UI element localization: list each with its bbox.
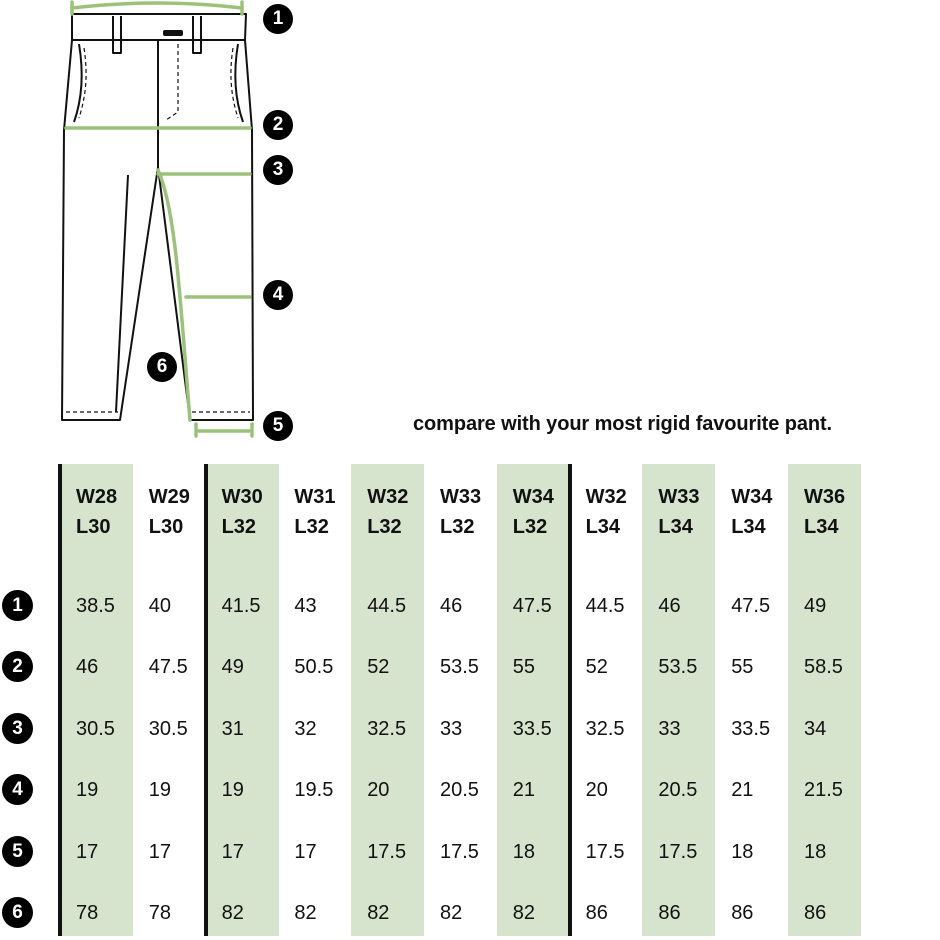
column-header	[440, 482, 481, 542]
fly-stitch	[166, 44, 178, 120]
table-cell: 33	[658, 718, 681, 740]
table-cell: 20	[367, 779, 390, 801]
row-marker-badge: 3	[2, 713, 33, 744]
table-cell: 20.5	[440, 779, 479, 801]
row-marker-badge: 4	[2, 774, 33, 805]
column-header-length: L34	[731, 516, 766, 538]
table-cell: 86	[804, 902, 827, 924]
table-cell: 41.5	[221, 595, 261, 617]
table-cell: 30.5	[76, 718, 115, 740]
table-cell: 82	[294, 902, 317, 924]
column-header-length: L34	[804, 516, 839, 538]
column-header-waist: W34	[731, 486, 773, 508]
column-header	[294, 482, 335, 542]
table-cell: 31	[221, 718, 244, 740]
table-cell: 52	[585, 656, 608, 678]
table-cell: 55	[512, 656, 536, 678]
table-cell: 46	[76, 656, 99, 678]
table-cell: 49	[804, 595, 827, 617]
table-cell: 21	[512, 779, 536, 801]
column-header	[76, 482, 117, 542]
belt-loop-right	[193, 16, 201, 53]
column-header-length: L32	[512, 516, 548, 538]
row-marker-badge: 6	[2, 897, 33, 928]
column-divider	[58, 464, 62, 936]
column-header	[367, 482, 408, 542]
marker-badge-4: 4	[263, 280, 293, 310]
table-cell: 17	[76, 841, 99, 863]
column-header-length: L30	[76, 516, 111, 538]
table-cell: 86	[731, 902, 754, 924]
column-header-length: L34	[585, 516, 621, 538]
table-cell: 43	[294, 595, 317, 617]
table-cell: 40	[148, 595, 172, 617]
measure-line-1	[72, 3, 242, 8]
column-header-waist: W36	[804, 486, 846, 508]
table-cell: 82	[367, 902, 390, 924]
table-cell: 30.5	[148, 718, 188, 740]
table-cell: 19.5	[294, 779, 334, 801]
column-header-waist: W32	[367, 486, 409, 508]
table-cell: 38.5	[76, 595, 115, 617]
table-cell: 53.5	[658, 656, 698, 678]
table-cell: 17	[294, 841, 317, 863]
belt-loop-left	[113, 16, 121, 53]
column-divider	[204, 464, 208, 936]
marker-badge-5: 5	[263, 411, 293, 441]
table-cell: 18	[512, 841, 536, 863]
button	[163, 30, 183, 36]
table-cell: 44.5	[585, 595, 625, 617]
column-header-length: L32	[221, 516, 257, 538]
column-header	[804, 482, 845, 542]
table-cell: 82	[512, 902, 536, 924]
pocket-left	[74, 44, 82, 122]
table-cell: 17.5	[367, 841, 407, 863]
row-marker-badge: 1	[2, 590, 33, 621]
table-cell: 19	[76, 779, 99, 801]
column-header	[586, 482, 627, 542]
table-cell: 33	[440, 718, 463, 740]
table-cell: 55	[731, 656, 754, 678]
pants-illustration	[0, 0, 320, 450]
column-header-waist: W30	[221, 486, 263, 508]
column-header	[731, 482, 772, 542]
table-cell: 78	[76, 902, 99, 924]
marker-badge-6: 6	[147, 352, 177, 382]
column-header	[513, 482, 554, 542]
column-header-waist: W33	[658, 486, 700, 508]
table-cell: 46	[440, 595, 463, 617]
table-cell: 47.5	[731, 595, 771, 617]
table-cell: 17.5	[440, 841, 479, 863]
column-header-length: L32	[367, 516, 402, 538]
size-table	[0, 464, 940, 936]
table-cell: 20.5	[658, 779, 698, 801]
table-cell: 32.5	[585, 718, 625, 740]
table-cell: 20	[585, 779, 608, 801]
column-header	[658, 482, 699, 542]
table-cell: 47.5	[148, 656, 188, 678]
table-cell: 21.5	[804, 779, 843, 801]
column-header-length: L30	[148, 516, 184, 538]
compare-note: compare with your most rigid favourite pant.	[413, 413, 832, 435]
table-cell: 52	[367, 656, 390, 678]
table-cell: 33.5	[512, 718, 552, 740]
table-cell: 46	[658, 595, 681, 617]
table-cell: 49	[221, 656, 244, 678]
table-cell: 17	[148, 841, 172, 863]
table-cell: 82	[221, 902, 244, 924]
column-header-waist: W34	[512, 486, 554, 508]
table-cell: 21	[731, 779, 754, 801]
table-cell: 32.5	[367, 718, 407, 740]
table-cell: 18	[731, 841, 754, 863]
marker-badge-3: 3	[263, 155, 293, 185]
column-header-waist: W31	[294, 486, 336, 508]
table-cell: 58.5	[804, 656, 843, 678]
table-cell: 50.5	[294, 656, 334, 678]
column-header-length: L32	[440, 516, 475, 538]
table-cell: 17.5	[658, 841, 698, 863]
marker-badge-1: 1	[263, 4, 293, 34]
column-header-waist: W33	[440, 486, 482, 508]
column-header	[149, 482, 190, 542]
table-cell: 44.5	[367, 595, 407, 617]
column-divider	[568, 464, 572, 936]
table-cell: 53.5	[440, 656, 479, 678]
column-header	[222, 482, 263, 542]
marker-badge-2: 2	[263, 110, 293, 140]
table-cell: 33.5	[731, 718, 771, 740]
table-cell: 19	[148, 779, 172, 801]
row-marker-badge: 5	[2, 836, 33, 867]
column-header-waist: W28	[76, 486, 118, 508]
table-cell: 32	[294, 718, 317, 740]
column-header-waist: W29	[148, 486, 190, 508]
table-cell: 19	[221, 779, 244, 801]
table-cell: 82	[440, 902, 463, 924]
row-marker-badge: 2	[2, 651, 33, 682]
pocket-right	[235, 44, 243, 122]
column-header-waist: W32	[585, 486, 627, 508]
table-cell: 17	[221, 841, 244, 863]
table-cell: 18	[804, 841, 827, 863]
table-cell: 34	[804, 718, 827, 740]
table-cell: 86	[585, 902, 608, 924]
column-header-length: L32	[294, 516, 329, 538]
table-cell: 86	[658, 902, 681, 924]
table-cell: 78	[148, 902, 172, 924]
column-header-length: L34	[658, 516, 693, 538]
table-cell: 17.5	[585, 841, 625, 863]
pants-diagram	[0, 0, 320, 450]
table-cell: 47.5	[512, 595, 552, 617]
